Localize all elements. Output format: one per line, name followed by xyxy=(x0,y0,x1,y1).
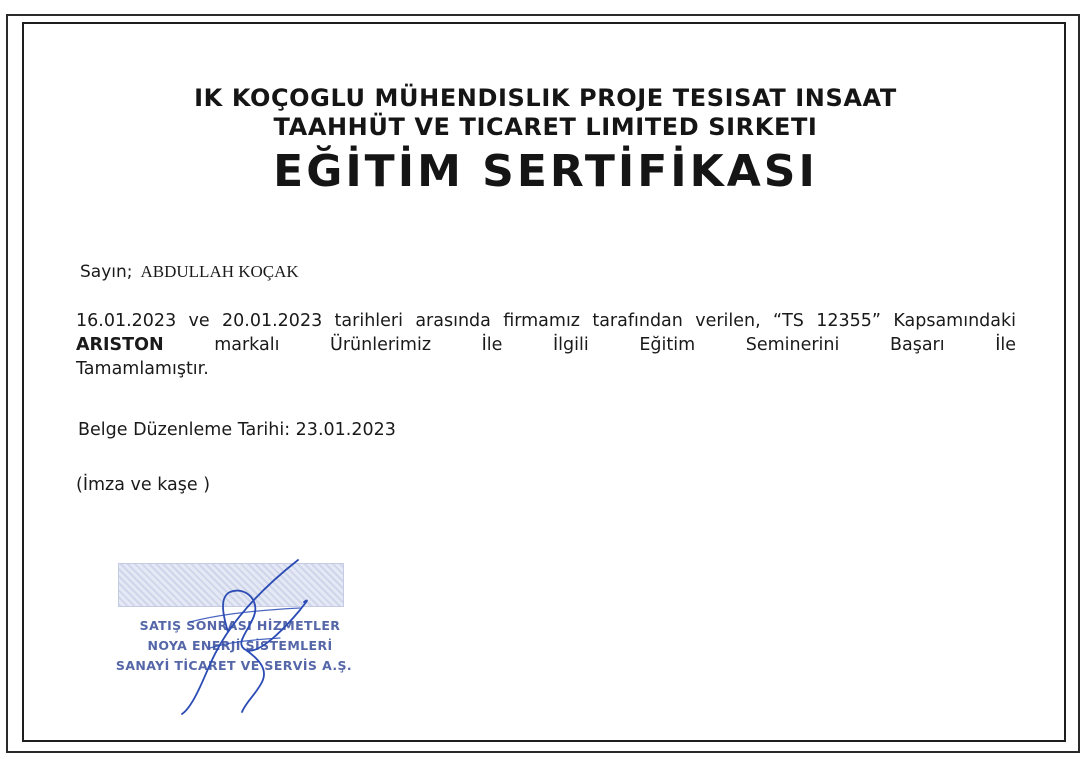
body-text-part-1: 16.01.2023 ve 20.01.2023 tarihleri arasında firmamız tarafından verilen, “TS 12355” Kapsamındaki xyxy=(76,311,1016,331)
issue-date: Belge Düzenleme Tarihi: 23.01.2023 xyxy=(78,420,396,440)
certificate-body xyxy=(76,309,1016,381)
salutation-label: Sayın; xyxy=(80,262,133,282)
company-name-line-1: IK KOÇOGLU MÜHENDISLIK PROJE TESISAT INSAAT xyxy=(194,84,897,112)
body-text-part-2: markalı Ürünlerimiz İle İlgili Eğitim Seminerini Başarı İle xyxy=(163,335,1016,355)
signature-and-stamp-note: (İmza ve kaşe ) xyxy=(76,475,211,495)
handwritten-signature xyxy=(150,552,350,722)
salutation xyxy=(80,262,299,282)
recipient-name: ABDULLAH KOÇAK xyxy=(140,262,299,281)
body-text-part-3: Tamamlamıştır. xyxy=(76,359,209,379)
stamp-line-1: SATIŞ SONRASI HİZMETLER xyxy=(139,618,341,633)
certificate-title: EĞİTİM SERTİFİKASI xyxy=(273,146,818,197)
stamp-line-3: SANAYİ TİCARET VE SERVİS A.Ş. xyxy=(115,658,353,673)
stamp-line-2: NOYA ENERJİ SİSTEMLERİ xyxy=(147,638,333,653)
company-name-line-2: TAAHHÜT VE TICARET LIMITED SIRKETI xyxy=(273,113,818,141)
brand-name: ARISTON xyxy=(76,335,164,355)
